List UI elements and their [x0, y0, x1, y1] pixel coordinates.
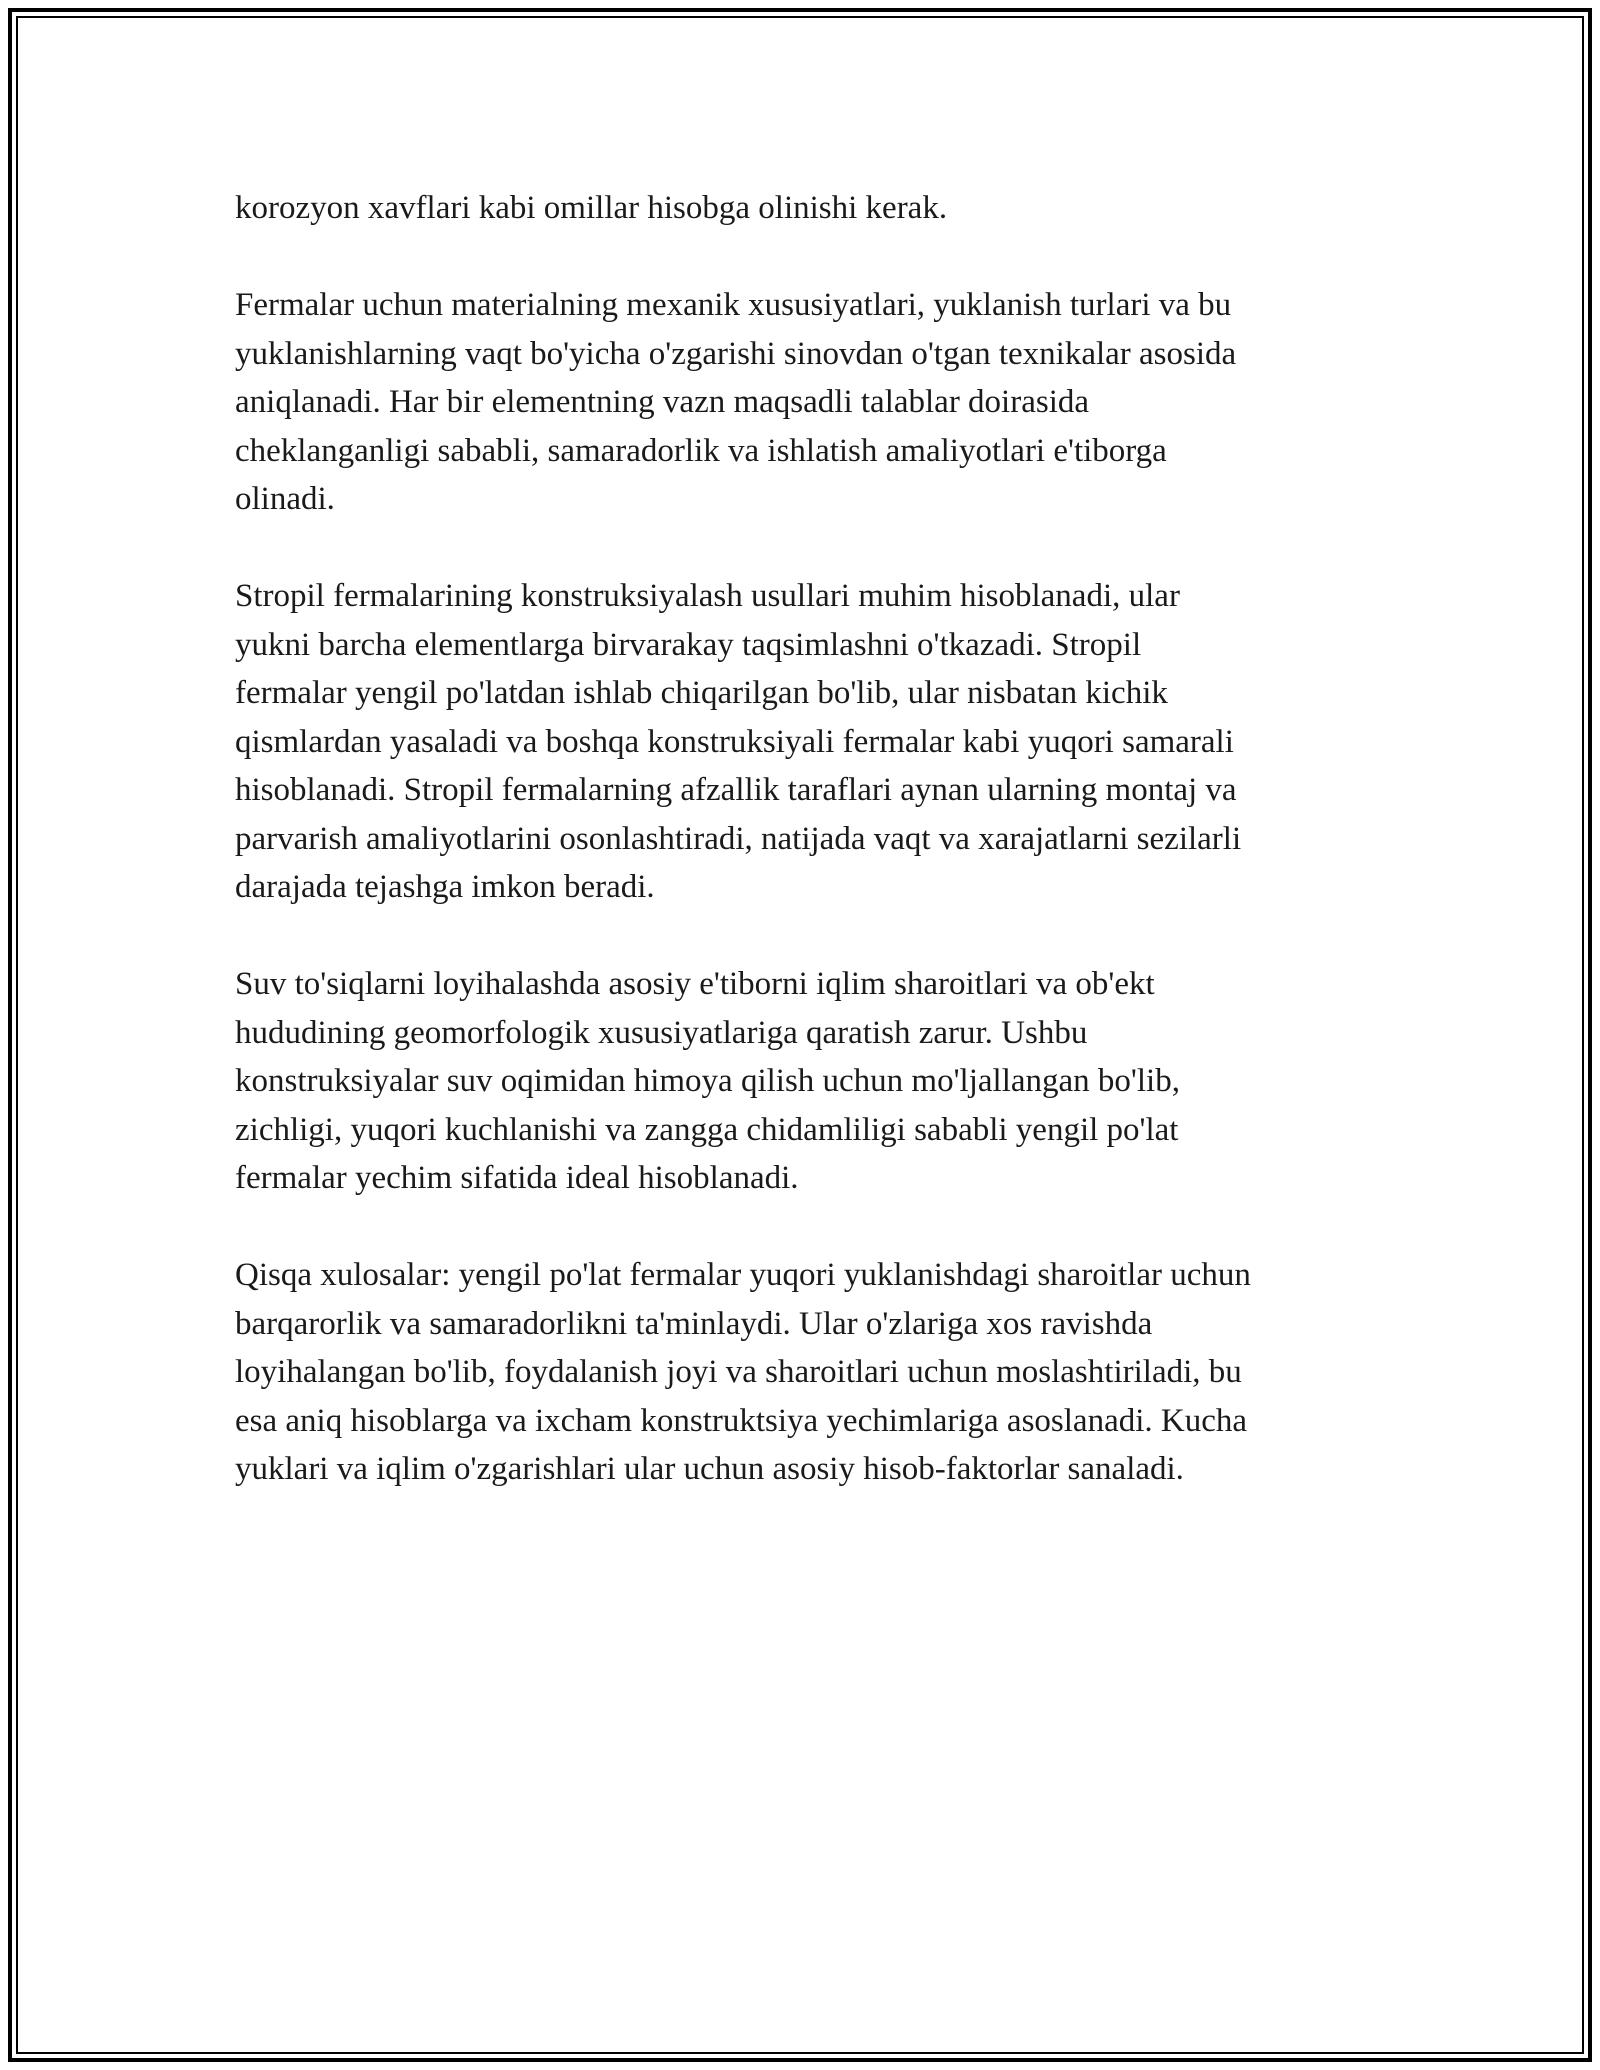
text-line: parvarish amaliyotlarini osonlashtiradi, natijada vaqt va xarajatlarni sezilarli [235, 820, 1242, 857]
text-line: loyihalangan bo'lib, foydalanish joyi va sharoitlari uchun moslashtiriladi, bu [235, 1354, 1242, 1390]
text-line: darajada tejashga imkon beradi. [235, 869, 655, 905]
text-line: cheklanganligi sababli, samaradorlik va ishlatish amaliyotlari e'tiborga [235, 432, 1167, 469]
text-line: yuklanishlarning vaqt bo'yicha o'zgarishi sinovdan o'tgan texnikalar asosida [235, 335, 1237, 372]
text-line: hisoblanadi. Stropil fermalarning afzallik taraflari aynan ularning montaj va [235, 772, 1237, 808]
text-line: Fermalar uchun materialning mexanik xususiyatlari, yuklanish turlari va bu [235, 287, 1232, 323]
text-line: yuklari va iqlim o'zgarishlari ular uchun asosiy hisob-faktorlar sanaladi. [235, 1451, 1184, 1487]
text-line: aniqlanadi. Har bir elementning vazn maqsadli talablar doirasida [235, 384, 1090, 420]
text-line: Stropil fermalarining konstruksiyalash usullari muhim hisoblanadi, ular [235, 578, 1180, 614]
text-line: konstruksiyalar suv oqimidan himoya qilish uchun mo'ljallangan bo'lib, [235, 1063, 1180, 1099]
document-body [235, 184, 1385, 1542]
text-line: esa aniq hisoblarga va ixcham konstruktsiya yechimlariga asoslanadi. Kucha [235, 1402, 1248, 1439]
paragraph [235, 572, 1385, 912]
paragraph [235, 184, 1385, 233]
text-line: olinadi. [235, 481, 335, 517]
text-line: qismlardan yasaladi va boshqa konstruksiyali fermalar kabi yuqori samarali [235, 723, 1234, 760]
text-line: fermalar yengil po'latdan ishlab chiqarilgan bo'lib, ular nisbatan kichik [235, 675, 1168, 711]
text-line: Suv to'siqlarni loyihalashda asosiy e'tiborni iqlim sharoitlari va ob'ekt [235, 966, 1155, 1002]
text-line: hududining geomorfologik xususiyatlariga qaratish zarur. Ushbu [235, 1014, 1088, 1051]
text-line: korozyon xavflari kabi omillar hisobga olinishi kerak. [235, 190, 948, 226]
text-line: fermalar yechim sifatida ideal hisoblanadi. [235, 1160, 799, 1196]
text-line: barqarorlik va samaradorlikni ta'minlaydi. Ular o'zlariga xos ravishda [235, 1305, 1153, 1342]
text-line: yukni barcha elementlarga birvarakay taqsimlashni o'tkazadi. Stropil [235, 626, 1142, 663]
text-line: zichligi, yuqori kuchlanishi va zangga chidamliligi sababli yengil po'lat [235, 1111, 1179, 1148]
paragraph [235, 960, 1385, 1203]
paragraph [235, 1251, 1385, 1494]
paragraph [235, 281, 1385, 524]
text-line: Qisqa xulosalar: yengil po'lat fermalar yuqori yuklanishdagi sharoitlar uchun [235, 1257, 1251, 1293]
